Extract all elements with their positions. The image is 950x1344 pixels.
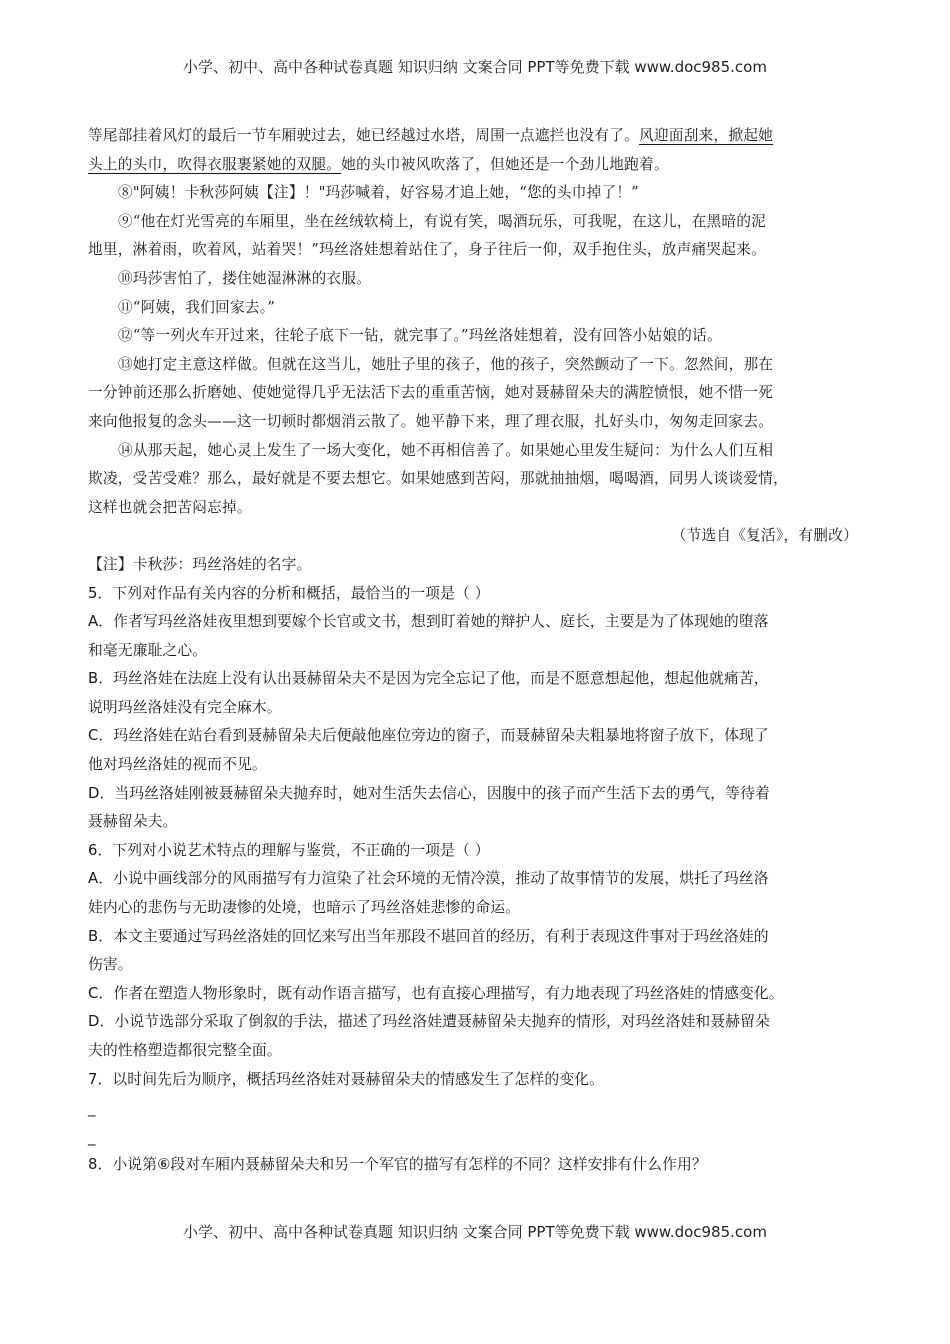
q5-option-b: B．玛丝洛娃在法庭上没有认出聂赫留朵夫不是因为完全忘记了他，而是不愿意想起他，想起他就痛苦， xyxy=(88,670,769,688)
page-header: 小学、初中、高中各种试卷真题 知识归纳 文案合同 PPT等免费下载 www.doc985.com xyxy=(183,58,767,76)
paragraph-8: ⑧"阿姨！卡秋莎阿姨【注】！"玛莎喊着，好容易才追上她，“您的头巾掉了！” xyxy=(118,184,640,202)
story-line xyxy=(88,151,868,180)
q6-option-b: B．本文主要通过写玛丝洛娃的回忆来写出当年那段不堪回首的经历，有利于表现这件事对于玛丝洛娃的 xyxy=(88,927,769,945)
paragraph-9-cont: 地里，淋着雨，吹着风，站着哭！”玛丝洛娃想着站住了，身子往后一仰，双手抱住头，放声痛哭起来。 xyxy=(88,241,766,259)
paragraph-12: ⑫“等一列火车开过来，往轮子底下一钻，就完事了。”玛丝洛娃想着，没有回答小姑娘的话。 xyxy=(118,327,722,345)
q5-option-d: D．当玛丝洛娃刚被聂赫留朵夫抛弃时，她对生活失去信心，因腹中的孩子而产生活下去的勇气，等待着 xyxy=(88,784,770,802)
paragraph-13-cont: 一分钟前还那么折磨她、使她觉得几乎无法活下去的重重苦恼，她对聂赫留朵夫的满腔愤恨，她不惜一死 xyxy=(88,384,774,402)
paragraph-10: ⑩玛莎害怕了，搂住她湿淋淋的衣服。 xyxy=(118,269,372,287)
paragraph-13-cont: 来向他报复的念头——这一切顿时都烟消云散了。她平静下来，理了理衣服，扎好头巾，匆匆走回家去。 xyxy=(88,412,774,430)
q6-option-d: D．小说节选部分采取了倒叙的手法，描述了玛丝洛娃遭聂赫留朵夫抛弃的情形，对玛丝洛娃和聂赫留朵 xyxy=(88,1013,770,1031)
q5-option-a-cont: 和毫无廉耻之心。 xyxy=(88,641,208,659)
q5-option-b-cont: 说明玛丝洛娃没有完全麻木。 xyxy=(88,698,282,716)
paragraph-14-cont: 这样也就会把苦闷忘掉。 xyxy=(88,498,252,516)
story-text: 她的头巾被风吹落了，但她还是一个劲儿地跑着。 xyxy=(341,155,669,173)
q6-option-a: A．小说中画线部分的风雨描写有力渲染了社会环境的无情冷漠，推动了故事情节的发展，烘托了玛丝洛 xyxy=(88,870,769,888)
q6-option-c: C．作者在塑造人物形象时，既有动作语言描写，也有直接心理描写，有力地表现了玛丝洛娃的情感变化。 xyxy=(88,984,784,1002)
q5-option-a: A．作者写玛丝洛娃夜里想到要嫁个长官或文书，想到盯着她的辩护人、庭长，主要是为了体现她的堕落 xyxy=(88,613,769,631)
q5-option-c: C．玛丝洛娃在站台看到聂赫留朵夫后便敲他座位旁边的窗子，而聂赫留朵夫粗暴地将窗子放下，体现了 xyxy=(88,727,769,745)
questions-section xyxy=(88,551,868,1180)
paragraph-14: ⑭从那天起，她心灵上发生了一场大变化，她不再相信善了。如果她心里发生疑问：为什么人们互相 xyxy=(118,441,774,459)
paragraph-9: ⑨“他在灯光雪亮的车厢里，坐在丝绒软椅上，有说有笑，喝酒玩乐，可我呢，在这儿，在黑暗的泥 xyxy=(118,212,767,230)
question-6: 6．下列对小说艺术特点的理解与鉴赏，不正确的一项是（ ） xyxy=(88,841,490,859)
question-5: 5．下列对作品有关内容的分析和概括，最恰当的一项是（ ） xyxy=(88,584,490,602)
question-8: 8．小说第⑥段对车厢内聂赫留朵夫和另一个军官的描写有怎样的不同？这样安排有什么作用？ xyxy=(88,1156,707,1174)
q6-option-a-cont: 娃内心的悲伤与无助凄惨的处境，也暗示了玛丝洛娃悲惨的命运。 xyxy=(88,899,521,917)
footnote: 【注】卡秋莎：玛丝洛娃的名字。 xyxy=(88,555,312,573)
answer-blank: _ xyxy=(88,1127,96,1146)
story-line xyxy=(88,122,868,151)
underlined-text: 风迎面刮来，掀起她 xyxy=(639,127,774,144)
story-excerpt xyxy=(88,122,868,551)
story-text: 等尾部挂着风灯的最后一节车厢驶过去，她已经越过水塔，周围一点遮拦也没有了。 xyxy=(88,127,640,144)
q5-option-c-cont: 他对玛丝洛娃的视而不见。 xyxy=(88,756,267,774)
page-content xyxy=(88,122,868,1180)
q5-option-d-cont: 聂赫留朵夫。 xyxy=(88,813,178,831)
underlined-text: 头上的头巾，吹得衣服裹紧她的双腿。 xyxy=(88,155,342,173)
answer-blank: _ xyxy=(88,1099,96,1118)
paragraph-11: ⑪“阿姨，我们回家去。” xyxy=(118,298,276,316)
source-citation: （节选自《复活》，有删改） xyxy=(671,527,858,545)
question-7: 7．以时间先后为顺序，概括玛丝洛娃对聂赫留朵夫的情感发生了怎样的变化。 xyxy=(88,1070,605,1088)
q6-option-b-cont: 伤害。 xyxy=(88,956,133,974)
q6-option-d-cont: 夫的性格塑造都很完整全面。 xyxy=(88,1042,282,1059)
paragraph-14-cont: 欺凌，受苦受难？那么，最好就是不要去想它。如果她感到苦闷，那就抽抽烟，喝喝酒，同男人谈谈爱情， xyxy=(88,470,789,488)
page-footer: 小学、初中、高中各种试卷真题 知识归纳 文案合同 PPT等免费下载 www.doc985.com xyxy=(183,1223,767,1241)
paragraph-13: ⑬她打定主意这样做。但就在这当儿，她肚子里的孩子，他的孩子，突然颤动了一下。忽然间，那在 xyxy=(118,355,774,373)
